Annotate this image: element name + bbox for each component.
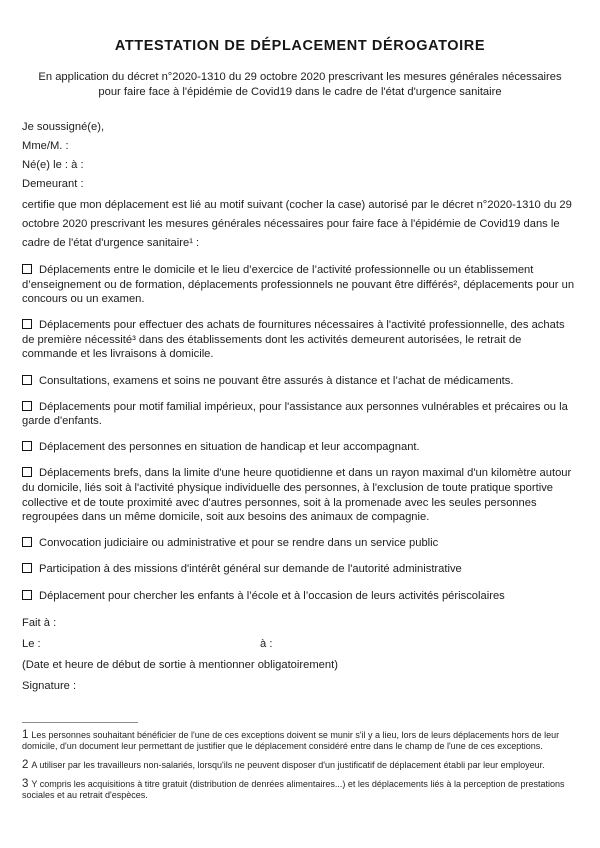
- footnote-2: [22, 760, 578, 771]
- signature-field: Signature :: [22, 680, 77, 693]
- reason-label: Déplacements pour motif familial impérieux, pour l'assistance aux personnes vulnérables et précaires ou la garde d'enfants.: [22, 400, 568, 428]
- certify-paragraph: certifie que mon déplacement est lié au motif suivant (cocher la case) autorisé par le décret n°2020-1310 du 29 octobre 2020 prescrivant les mesures générales nécessaires pour faire face à l'épidémie de Covid19 dans le cadre de l'état d'urgence sanitaire¹ :: [22, 199, 572, 249]
- reason-item-sante: [22, 374, 578, 389]
- document-content: [0, 38, 600, 801]
- reasons-list: [22, 263, 578, 603]
- reason-item-travail: [22, 263, 578, 307]
- fait-a-field: Fait à :: [22, 617, 57, 630]
- reason-label: Déplacements entre le domicile et le lieu d’exercice de l’activité professionnelle ou un établissement d’enseignement ou de formation, déplacements professionnels ne pouvant être différés², déplacements pour un concours ou un examen.: [22, 264, 575, 306]
- reason-label: Convocation judiciaire ou administrative et pour se rendre dans un service public: [39, 537, 439, 550]
- reason-checkbox-missions[interactable]: [22, 563, 32, 573]
- footnote-text: Les personnes souhaitant bénéficier de l'une de ces exceptions doivent se munir s'il y a lieu, lors de leurs déplacements hors de leur domicile, d'un document leur permettant de justifier que le déplacement considéré entre dans le champ de l'une de ces exceptions.: [22, 730, 560, 752]
- reason-checkbox-sante[interactable]: [22, 375, 32, 385]
- reason-label: Déplacements pour effectuer des achats de fournitures nécessaires à l'activité professionnelle, des achats de première nécessité³ dans des établissements dont les activités demeurent autorisées, le retrait de commande et les livraisons à domicile.: [22, 319, 565, 361]
- reason-label: Participation à des missions d'intérêt général sur demande de l'autorité administrative: [39, 563, 462, 576]
- footnote-3: [22, 779, 578, 801]
- reason-label: Consultations, examens et soins ne pouvant être assurés à distance et l’achat de médicaments.: [39, 374, 514, 387]
- reason-checkbox-convocation[interactable]: [22, 537, 32, 547]
- reason-checkbox-travail[interactable]: [22, 264, 32, 274]
- footnote-marker: 3: [22, 778, 29, 791]
- footnote-text: A utiliser par les travailleurs non-salariés, lorsqu'ils ne peuvent disposer d'un justificatif de déplacement établi par leur employeur.: [31, 760, 545, 771]
- footnote-marker: 1: [22, 729, 29, 742]
- footnotes-section: [22, 730, 578, 801]
- intro-line-soussigne: Je soussigné(e),: [22, 121, 105, 133]
- footnote-marker: 2: [22, 759, 29, 772]
- document-title: ATTESTATION DE DÉPLACEMENT DÉROGATOIRE: [114, 38, 486, 54]
- le-a-row: [22, 637, 578, 651]
- reason-item-famille: [22, 400, 578, 429]
- reason-item-missions: [22, 562, 578, 577]
- footnote-1: [22, 730, 578, 752]
- a-field: à :: [260, 638, 273, 651]
- reason-item-convocation: [22, 536, 578, 551]
- reason-checkbox-famille[interactable]: [22, 401, 32, 411]
- reason-checkbox-ecole[interactable]: [22, 590, 32, 600]
- reason-item-ecole: [22, 589, 578, 604]
- reason-label: Déplacements brefs, dans la limite d'une heure quotidienne et dans un rayon maximal d'un kilomètre autour du domicile, liés soit à l'activité physique individuelle des personnes, à l'exclusion de toute pratique sportive collective et de toute proximité avec d'autres personnes, soit à la promenade avec les seules personnes regroupées dans un même domicile, soit aux besoins des animaux de compagnie.: [22, 467, 572, 524]
- reason-item-sport-animaux: [22, 466, 578, 524]
- reason-label: Déplacement des personnes en situation de handicap et leur accompagnant.: [39, 441, 420, 454]
- identity-section: [22, 120, 578, 191]
- reason-checkbox-achats[interactable]: [22, 319, 32, 329]
- footnote-separator: [22, 722, 138, 723]
- le-field: Le :: [22, 638, 41, 651]
- field-mme-m: Mme/M. :: [22, 140, 69, 152]
- footnote-text: Y compris les acquisitions à titre gratuit (distribution de denrées alimentaires...) et les déplacements liés à la perception de prestations sociales et au retrait d'espèces.: [22, 779, 565, 801]
- reason-item-achats: [22, 318, 578, 362]
- field-demeurant: Demeurant :: [22, 178, 84, 190]
- closing-section: [22, 616, 578, 693]
- reason-checkbox-handicap[interactable]: [22, 441, 32, 451]
- reason-checkbox-sport-animaux[interactable]: [22, 467, 32, 477]
- field-ne-le-a: Né(e) le : à :: [22, 159, 84, 171]
- reason-label: Déplacement pour chercher les enfants à l’école et à l’occasion de leurs activités périscolaires: [39, 589, 505, 602]
- reason-item-handicap: [22, 440, 578, 455]
- decree-subtitle: En application du décret n°2020-1310 du 29 octobre 2020 prescrivant les mesures générales nécessaires pour faire face à l'épidémie de Covid19 dans le cadre de l'état d'urgence sanitaire: [38, 71, 562, 98]
- mention-note: (Date et heure de début de sortie à mentionner obligatoirement): [22, 659, 338, 672]
